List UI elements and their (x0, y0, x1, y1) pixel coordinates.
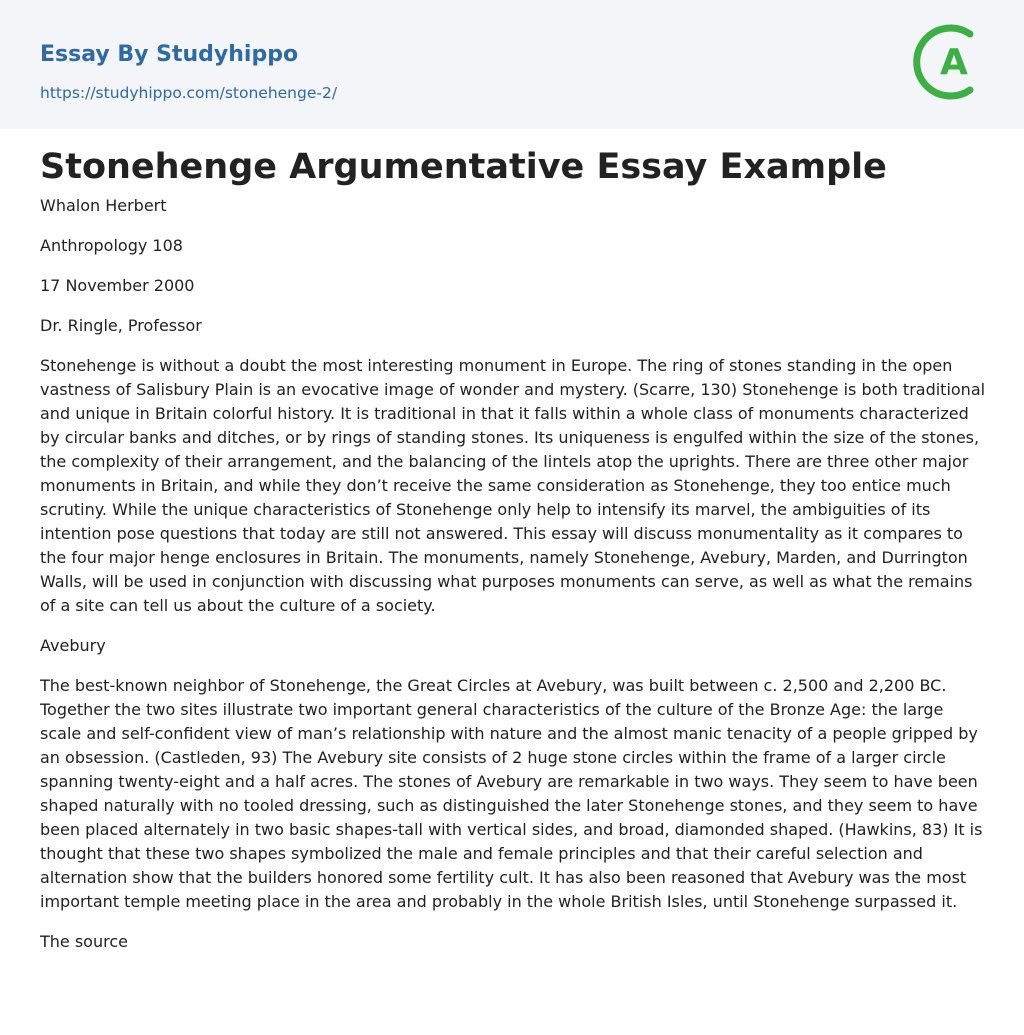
essay-body (40, 194, 988, 970)
professor-line: Dr. Ringle, Professor (40, 316, 202, 335)
brand-title[interactable]: Essay By Studyhippo (40, 42, 299, 67)
essay-paragraph: The best-known neighbor of Stonehenge, the Great Circles at Avebury, was built between c. 2,500 and 2,200 BC. Together the two sites illustrate two important general characteristics of the culture of the Bronze Age: the large scale and self-confident view of man’s relationship with nature and the almost manic tenacity of a people gripped by an obsession. (Castleden, 93) The Avebury site consists of 2 huge stone circles within the frame of a larger circle spanning twenty-eight and a half acres. The stones of Avebury are remarkable in two ways. They seem to have been shaped naturally with no tooled dressing, such as distinguished the later Stonehenge stones, and they seem to have been placed alternately in two basic shapes-tall with vertical sides, and broad, diamonded shaped. (Hawkins, 83) It is thought that these two shapes symbolized the male and female principles and that their careful selection and alternation show that the builders honored some fertility cult. It has also been reasoned that Avebury was the most important temple meeting place in the area and probably in the whole British Isles, until Stonehenge surpassed it. (40, 676, 983, 911)
trailing-text: The source (40, 932, 128, 951)
source-url-link[interactable]: https://studyhippo.com/stonehenge-2/ (40, 84, 338, 102)
date-line: 17 November 2000 (40, 276, 195, 295)
logo-letter: A (940, 42, 968, 83)
page-title: Stonehenge Argumentative Essay Example (40, 147, 887, 187)
section-heading-avebury: Avebury (40, 636, 106, 655)
studyhippo-logo-icon[interactable] (912, 20, 986, 104)
essay-paragraph: Stonehenge is without a doubt the most interesting monument in Europe. The ring of stones standing in the open vastness of Salisbury Plain is an evocative image of wonder and mystery. (Scarre, 130) Stonehenge is both traditional and unique in Britain colorful history. It is traditional in that it falls within a whole class of monuments characterized by circular banks and ditches, or by rings of standing stones. Its uniqueness is engulfed within the size of the stones, the complexity of their arrangement, and the balancing of the lintels atop the uprights. There are three other major monuments in Britain, and while they don’t receive the same consideration as Stonehenge, they too entice much scrutiny. While the unique characteristics of Stonehenge only help to intensify its marvel, the ambiguities of its intention pose questions that today are still not answered. This essay will discuss monumentality as it compares to the four major henge enclosures in Britain. The monuments, namely Stonehenge, Avebury, Marden, and Durrington Walls, will be used in conjunction with discussing what purposes monuments can serve, as well as what the remains of a site can tell us about the culture of a society. (40, 356, 986, 615)
author-line: Whalon Herbert (40, 196, 167, 215)
course-line: Anthropology 108 (40, 236, 183, 255)
